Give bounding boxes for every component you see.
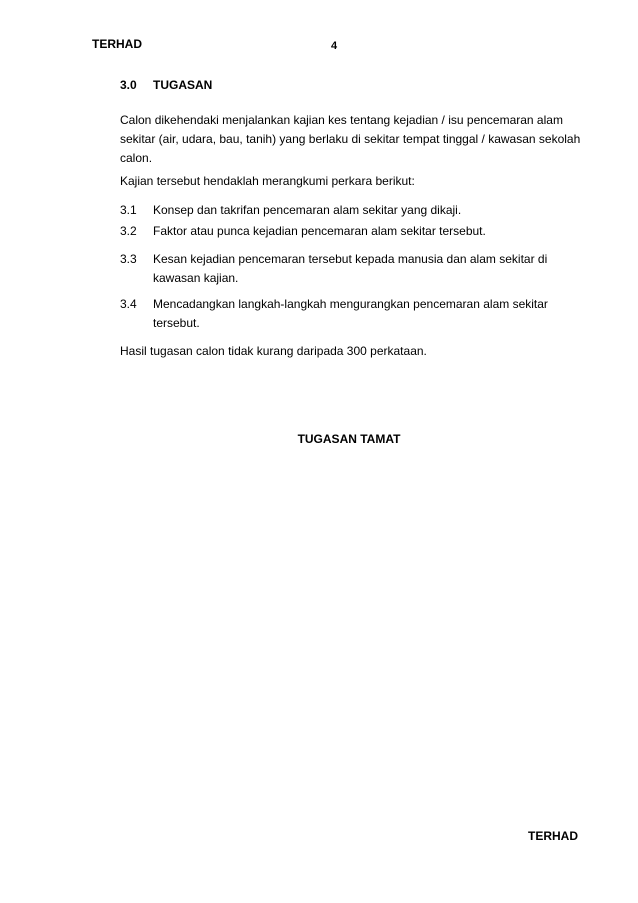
section-heading [120,78,212,92]
list-item-text: Konsep dan takrifan pencemaran alam sekitar yang dikaji. [153,203,462,217]
closing-text: TUGASAN TAMAT [297,432,401,446]
header-classification: TERHAD [92,37,142,51]
list-item-number: 3.1 [120,203,137,217]
list-item-text: Kesan kejadian pencemaran tersebut kepada manusia dan alam sekitar di kawasan kajian. [153,252,548,285]
scope-paragraph: Kajian tersebut hendaklah merangkumi perkara berikut: [120,174,415,188]
list-item [120,222,590,241]
instruction-paragraph: Calon dikehendaki menjalankan kajian kes tentang kejadian / isu pencemaran alam sekitar (air, udara, bau, tanih) yang berlaku di sekitar tempat tinggal / kawasan sekolah calon. [120,113,581,165]
page-number: 4 [331,40,338,52]
list-item-text: Faktor atau punca kejadian pencemaran alam sekitar tersebut. [153,224,486,238]
footer-classification: TERHAD [528,829,578,843]
list-item-text: Mencadangkan langkah-langkah mengurangkan pencemaran alam sekitar tersebut. [153,297,548,330]
section-number: 3.0 [120,78,137,92]
list-item-number: 3.2 [120,224,137,238]
list-item [120,201,590,220]
list-item-number: 3.4 [120,297,137,311]
section-title: TUGASAN [153,78,213,92]
list-item [120,295,590,333]
list-item [120,250,590,288]
word-requirement: Hasil tugasan calon tidak kurang daripada 300 perkataan. [120,344,427,358]
list-item-number: 3.3 [120,252,137,266]
